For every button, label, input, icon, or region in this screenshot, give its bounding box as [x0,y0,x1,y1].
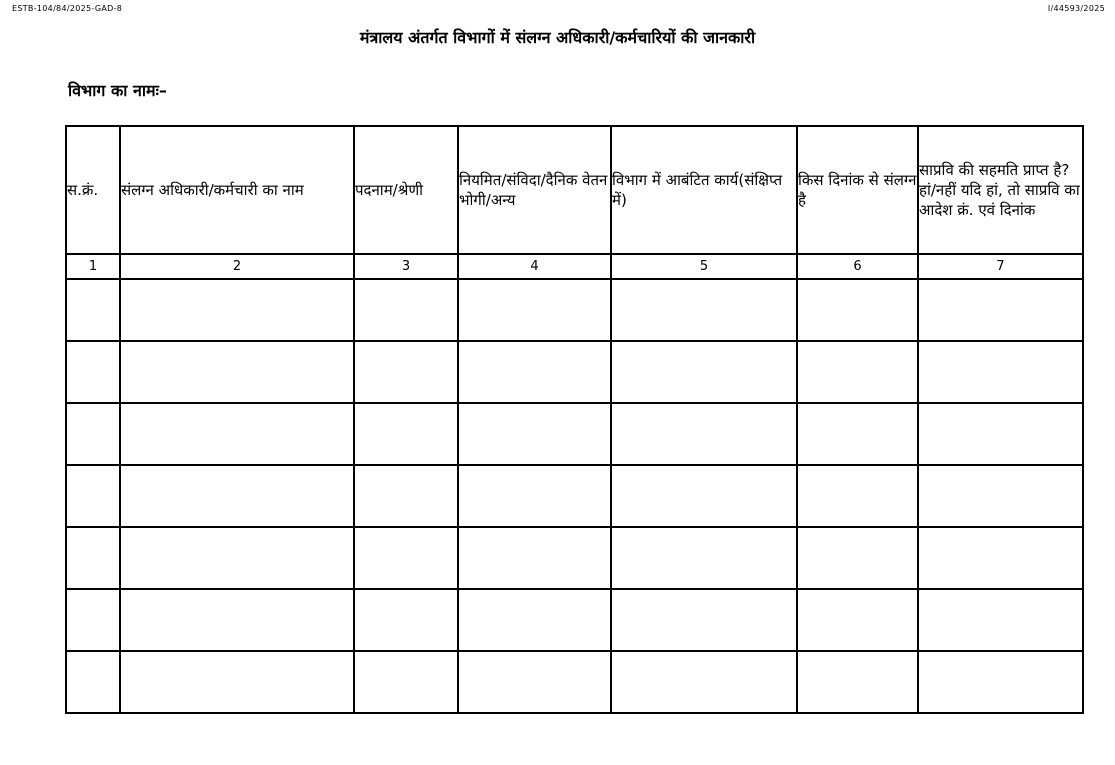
table-cell[interactable] [797,589,918,651]
table-cell[interactable] [797,341,918,403]
column-number: 3 [354,254,458,279]
header-gad-consent: साप्रवि की सहमति प्राप्त है? हां/नहीं यदि हां, तो साप्रवि का आदेश क्रं. एवं दिनांक [918,126,1083,254]
header-designation: पदनाम/श्रेणी [354,126,458,254]
column-number: 6 [797,254,918,279]
table-cell[interactable] [354,465,458,527]
table-cell[interactable] [918,465,1083,527]
header-attached-since-date: किस दिनांक से संलग्न है [797,126,918,254]
table-cell[interactable] [120,403,354,465]
page-title: मंत्रालय अंतर्गत विभागों में संलग्न अधिकारी/कर्मचारियों की जानकारी [359,28,756,47]
table-cell[interactable] [797,465,918,527]
table-cell[interactable] [354,527,458,589]
table-cell[interactable] [918,403,1083,465]
table-cell[interactable] [66,341,120,403]
table-cell[interactable] [458,589,611,651]
table-cell[interactable] [797,403,918,465]
header-serial-no: स.क्रं. [66,126,120,254]
table-cell[interactable] [611,589,797,651]
table-cell[interactable] [918,527,1083,589]
table-cell[interactable] [797,279,918,341]
table-cell[interactable] [66,403,120,465]
table-row [66,651,1083,713]
table-row [66,341,1083,403]
table-cell[interactable] [354,403,458,465]
table-cell[interactable] [354,651,458,713]
table-cell[interactable] [611,651,797,713]
table-row [66,589,1083,651]
column-number: 5 [611,254,797,279]
table-cell[interactable] [120,527,354,589]
table-cell[interactable] [611,341,797,403]
department-name-label: विभाग का नामः– [68,81,167,100]
table-cell[interactable] [611,403,797,465]
column-number: 7 [918,254,1083,279]
table-cell[interactable] [458,341,611,403]
table-cell[interactable] [120,589,354,651]
table-cell[interactable] [120,651,354,713]
table-row [66,403,1083,465]
table-row [66,527,1083,589]
table-cell[interactable] [66,465,120,527]
table-cell[interactable] [66,279,120,341]
header-attached-staff-name: संलग्न अधिकारी/कर्मचारी का नाम [120,126,354,254]
attached-staff-table [65,125,1084,714]
column-number: 2 [120,254,354,279]
table-cell[interactable] [66,527,120,589]
table-cell[interactable] [458,279,611,341]
table-body [66,279,1083,713]
table-cell[interactable] [918,341,1083,403]
table-row [66,465,1083,527]
table-cell[interactable] [918,279,1083,341]
table-cell[interactable] [120,279,354,341]
table-cell[interactable] [458,403,611,465]
table-cell[interactable] [354,341,458,403]
file-reference-number: ESTB-104/84/2025-GAD-8 [12,4,123,13]
table-cell[interactable] [797,651,918,713]
table-cell[interactable] [918,589,1083,651]
table-cell[interactable] [797,527,918,589]
table-cell[interactable] [458,465,611,527]
header-assigned-work: विभाग में आबंटित कार्य(संक्षिप्त में) [611,126,797,254]
table-row [66,279,1083,341]
table-cell[interactable] [120,465,354,527]
table-header-row [66,126,1083,254]
table-cell[interactable] [611,527,797,589]
table-cell[interactable] [120,341,354,403]
column-number: 1 [66,254,120,279]
column-number: 4 [458,254,611,279]
table-cell[interactable] [611,279,797,341]
table-cell[interactable] [354,279,458,341]
table-cell[interactable] [66,589,120,651]
header-employment-type: नियमित/संविदा/दैनिक वेतन भोगी/अन्य [458,126,611,254]
table-cell[interactable] [66,651,120,713]
column-number-row [66,254,1083,279]
table-cell[interactable] [611,465,797,527]
receipt-reference-number: I/44593/2025 [1047,4,1105,13]
table-cell[interactable] [458,527,611,589]
table-cell[interactable] [354,589,458,651]
table-cell[interactable] [458,651,611,713]
table-cell[interactable] [918,651,1083,713]
